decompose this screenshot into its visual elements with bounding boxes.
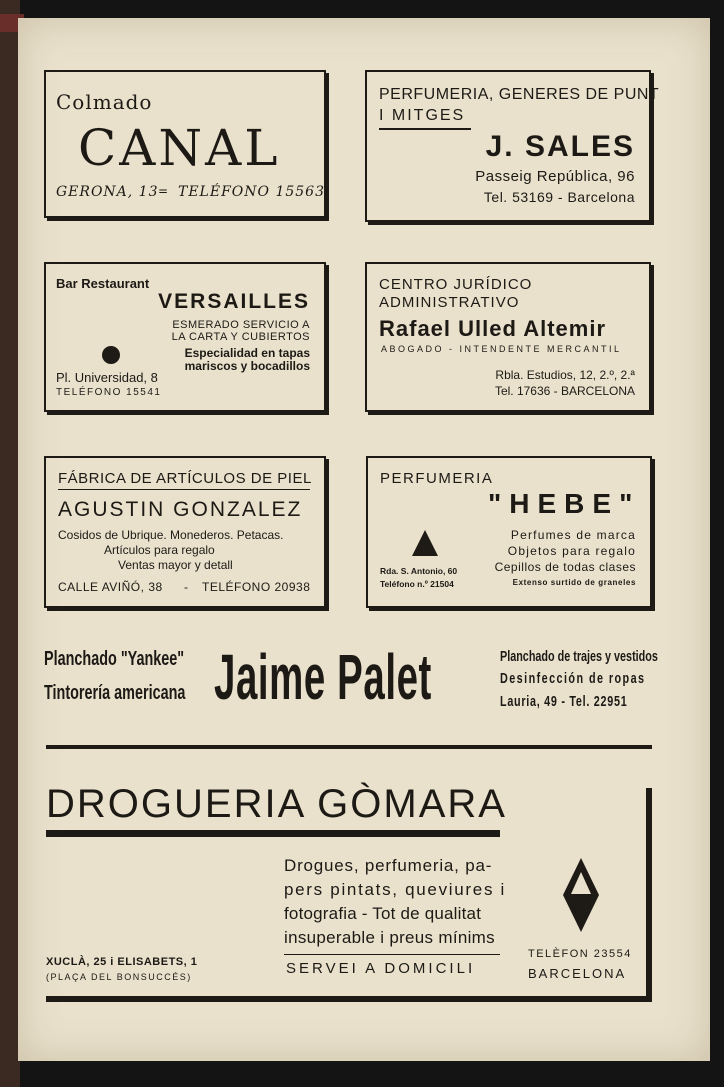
- gonzalez-desc3: Ventas mayor y detall: [118, 558, 233, 572]
- gomara-city: BARCELONA: [528, 966, 627, 981]
- bullet-icon: [102, 346, 120, 364]
- gonzalez-phone: TELÉFONO 20938: [202, 580, 311, 594]
- gonzalez-underline: [58, 489, 310, 490]
- gomara-bottom-border: [46, 996, 652, 1002]
- canal-pretitle: Colmado: [56, 90, 153, 114]
- triangle-icon: [412, 530, 438, 556]
- versailles-special2: mariscos y bocadillos: [184, 359, 310, 373]
- palet-name: Jaime Palet: [214, 641, 432, 713]
- canal-separator: =: [158, 184, 169, 198]
- ulled-phone: Tel. 17636 - BARCELONA: [494, 384, 635, 398]
- canal-phone: TELÉFONO 15563: [178, 184, 325, 200]
- ad-canal: [44, 70, 326, 218]
- sales-line2: I MITGES: [379, 107, 466, 124]
- hebe-address: Rda. S. Antonio, 60: [380, 566, 458, 576]
- versailles-line1: ESMERADO SERVICIO A: [172, 319, 310, 331]
- versailles-line2: LA CARTA Y CUBIERTOS: [171, 331, 310, 343]
- gomara-name: DROGUERIA GÒMARA: [46, 782, 507, 826]
- gonzalez-name: AGUSTIN GONZALEZ: [58, 498, 303, 521]
- sales-underline: [379, 128, 471, 130]
- ulled-line2: ADMINISTRATIVO: [379, 294, 520, 311]
- palet-right2: Desinfección de ropas: [500, 670, 646, 687]
- hebe-product3: Cepillos de todas clases: [494, 560, 636, 574]
- diamond-icon: [563, 858, 599, 932]
- palet-left2: Tintorería americana: [44, 682, 186, 704]
- gonzalez-address: CALLE AVIÑÓ, 38: [58, 580, 163, 594]
- hebe-name: "HEBE": [488, 488, 641, 519]
- hebe-product1: Perfumes de marca: [510, 528, 636, 542]
- hebe-line1: PERFUMERIA: [380, 470, 494, 487]
- ulled-name: Rafael Ulled Altemir: [379, 316, 607, 341]
- palet-right1: Planchado de trajes y vestidos: [500, 648, 658, 665]
- gomara-right-border: [646, 788, 652, 1002]
- page: [18, 18, 710, 1061]
- gomara-title-rule: [46, 830, 500, 837]
- hebe-phone: Teléfono n.º 21504: [380, 579, 454, 589]
- hebe-product4: Extenso surtido de graneles: [512, 578, 636, 587]
- book-spine: [0, 0, 20, 1087]
- versailles-pretitle: Bar Restaurant: [56, 276, 150, 291]
- gomara-text1: Drogues, perfumeria, pa-: [284, 856, 493, 875]
- versailles-special1: Especialidad en tapas: [184, 346, 310, 360]
- palet-divider: [46, 745, 652, 749]
- ad-hebe: [366, 456, 652, 608]
- sales-line1: PERFUMERIA, GENERES DE PUNT: [379, 86, 660, 103]
- versailles-phone: TELÉFONO 15541: [56, 387, 162, 398]
- sales-address: Passeig República, 96: [475, 168, 635, 185]
- canal-name: CANAL: [78, 119, 281, 177]
- palet-left1: Planchado "Yankee": [44, 648, 185, 670]
- ad-gonzalez: [44, 456, 326, 608]
- palet-right3: Lauria, 49 - Tel. 22951: [500, 693, 628, 710]
- gomara-address2: (PLAÇA DEL BONSUCCÉS): [46, 972, 192, 982]
- gonzalez-line1: FÁBRICA DE ARTÍCULOS DE PIEL: [58, 470, 312, 487]
- gomara-text2: pers pintats, queviures i: [284, 880, 507, 899]
- gonzalez-desc2: Artículos para regalo: [104, 543, 215, 557]
- gomara-text3: fotografia - Tot de qualitat: [284, 904, 482, 923]
- sales-phone: Tel. 53169 - Barcelona: [483, 189, 635, 205]
- gomara-service-rule: [284, 954, 500, 955]
- gomara-phone: TELÈFON 23554: [528, 948, 632, 960]
- ulled-line1: CENTRO JURÍDICO: [379, 276, 533, 293]
- ad-sales: [365, 70, 660, 222]
- gomara-address1: XUCLÀ, 25 i ELISABETS, 1: [46, 956, 198, 968]
- ad-versailles: [44, 262, 326, 412]
- gonzalez-separator: -: [184, 580, 188, 594]
- gomara-service: SERVEI A DOMICILI: [286, 960, 476, 977]
- ulled-role: ABOGADO - INTENDENTE MERCANTIL: [381, 344, 622, 354]
- sales-name: J. SALES: [485, 130, 635, 163]
- hebe-product2: Objetos para regalo: [507, 544, 636, 558]
- gonzalez-desc1: Cosidos de Ubrique. Monederos. Petacas.: [58, 528, 284, 542]
- ad-ulled: [365, 262, 651, 412]
- canal-address: GERONA, 13: [56, 184, 159, 200]
- ad-gomara: [18, 778, 710, 1008]
- versailles-address: Pl. Universidad, 8: [56, 370, 158, 385]
- gomara-text4: insuperable i preus mínims: [284, 928, 495, 947]
- ulled-address: Rbla. Estudios, 12, 2.º, 2.ª: [495, 368, 635, 382]
- ad-palet: [18, 638, 710, 728]
- versailles-name: VERSAILLES: [158, 290, 310, 313]
